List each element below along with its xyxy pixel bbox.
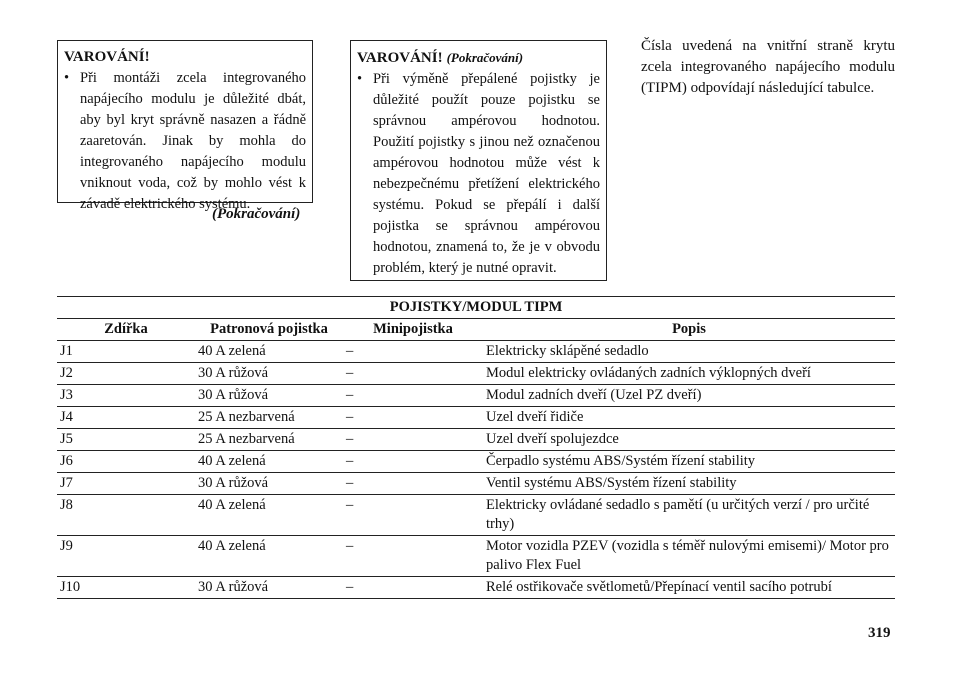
table-row: [57, 407, 895, 429]
warning-text: Při montáži zcela integrovaného napájecího modulu je důležité dbát, aby byl kryt správně nasazen a řádně zaaretován. Jinak by mohla do integrovaného napájecího modulu vniknout voda, což by mohlo vést k závadě elektrického systému.: [80, 70, 306, 212]
cell-description: Uzel dveří spolujezdce: [483, 429, 895, 451]
column-header-mini-fuse: Minipojistka: [373, 321, 453, 337]
cell-cartridge: 30 A růžová: [195, 577, 343, 599]
cell-cartridge: 40 A zelená: [195, 495, 343, 536]
warning-bullet-text: [357, 69, 600, 279]
cell-slot: J10: [57, 577, 195, 599]
cell-slot: J5: [57, 429, 195, 451]
cell-mini: –: [343, 341, 483, 363]
warning-text: Při výměně přepálené pojistky je důležité použít pouze pojistku se správnou ampérovou hodnotou. Použití pojistky s jinou než označenou ampérovou hodnotou může vést k nebezpečnému přetížení elektrického systému. Pokud se přepálí i další pojistka se správnou ampérovou hodnotou, znamená to, že je v obvodu problém, který je nutné opravit.: [373, 71, 600, 276]
cell-description: Relé ostřikovače světlometů/Přepínací ventil sacího potrubí: [483, 577, 895, 599]
table-row: [57, 385, 895, 407]
cell-cartridge: 40 A zelená: [195, 341, 343, 363]
cell-slot: J8: [57, 495, 195, 536]
warning-box-right: [350, 40, 607, 281]
bullet-icon: •: [64, 70, 70, 86]
bullet-icon: •: [357, 71, 363, 87]
cell-mini: –: [343, 451, 483, 473]
cell-cartridge: 30 A růžová: [195, 363, 343, 385]
cell-mini: –: [343, 363, 483, 385]
fuse-table: [57, 296, 895, 599]
cell-description: Modul zadních dveří (Uzel PZ dveří): [483, 385, 895, 407]
cell-slot: J4: [57, 407, 195, 429]
warning-bullet-text: [64, 68, 306, 215]
table-row: [57, 495, 895, 536]
column-header-cartridge-fuse: Patronová pojistka: [210, 321, 328, 337]
cell-description: Čerpadlo systému ABS/Systém řízení stability: [483, 451, 895, 473]
warning-box-left: [57, 40, 313, 212]
cell-description: Motor vozidla PZEV (vozidla s téměř nulovými emisemi)/ Motor pro palivo Flex Fuel: [483, 536, 895, 577]
cell-cartridge: 40 A zelená: [195, 536, 343, 577]
cell-description: Ventil systému ABS/Systém řízení stability: [483, 473, 895, 495]
table-row: [57, 363, 895, 385]
cell-mini: –: [343, 407, 483, 429]
cell-cartridge: 25 A nezbarvená: [195, 429, 343, 451]
warning-heading-text: VAROVÁNÍ!: [357, 50, 443, 66]
cell-cartridge: 40 A zelená: [195, 451, 343, 473]
continued-label: (Pokračování): [212, 206, 301, 222]
column-header-description: Popis: [672, 321, 706, 337]
cell-mini: –: [343, 473, 483, 495]
table-row: [57, 577, 895, 599]
cell-slot: J1: [57, 341, 195, 363]
cell-mini: –: [343, 429, 483, 451]
table-row: [57, 536, 895, 577]
table-row: [57, 451, 895, 473]
table-row: [57, 429, 895, 451]
cell-slot: J2: [57, 363, 195, 385]
cell-cartridge: 30 A růžová: [195, 473, 343, 495]
cell-description: Elektricky sklápěné sedadlo: [483, 341, 895, 363]
cell-slot: J7: [57, 473, 195, 495]
table-row: [57, 341, 895, 363]
cell-mini: –: [343, 536, 483, 577]
cell-description: Modul elektricky ovládaných zadních výklopných dveří: [483, 363, 895, 385]
page-number: 319: [868, 625, 891, 641]
warning-heading-continued: [357, 47, 600, 69]
cell-description: Elektricky ovládané sedadlo s pamětí (u určitých verzí / pro určité trhy): [483, 495, 895, 536]
cell-description: Uzel dveří řidiče: [483, 407, 895, 429]
warning-heading: VAROVÁNÍ!: [64, 49, 150, 65]
warning-heading-suffix: (Pokračování): [446, 50, 524, 65]
cell-slot: J9: [57, 536, 195, 577]
cell-mini: –: [343, 385, 483, 407]
cell-mini: –: [343, 495, 483, 536]
column-header-slot: Zdířka: [104, 321, 148, 337]
cell-slot: J6: [57, 451, 195, 473]
cell-slot: J3: [57, 385, 195, 407]
cell-cartridge: 30 A růžová: [195, 385, 343, 407]
table-row: [57, 473, 895, 495]
intro-paragraph: Čísla uvedená na vnitřní straně krytu zcela integrovaného napájecího modulu (TIPM) odpovídají následující tabulce.: [641, 38, 895, 96]
cell-mini: –: [343, 577, 483, 599]
cell-cartridge: 25 A nezbarvená: [195, 407, 343, 429]
table-title: POJISTKY/MODUL TIPM: [57, 297, 895, 319]
